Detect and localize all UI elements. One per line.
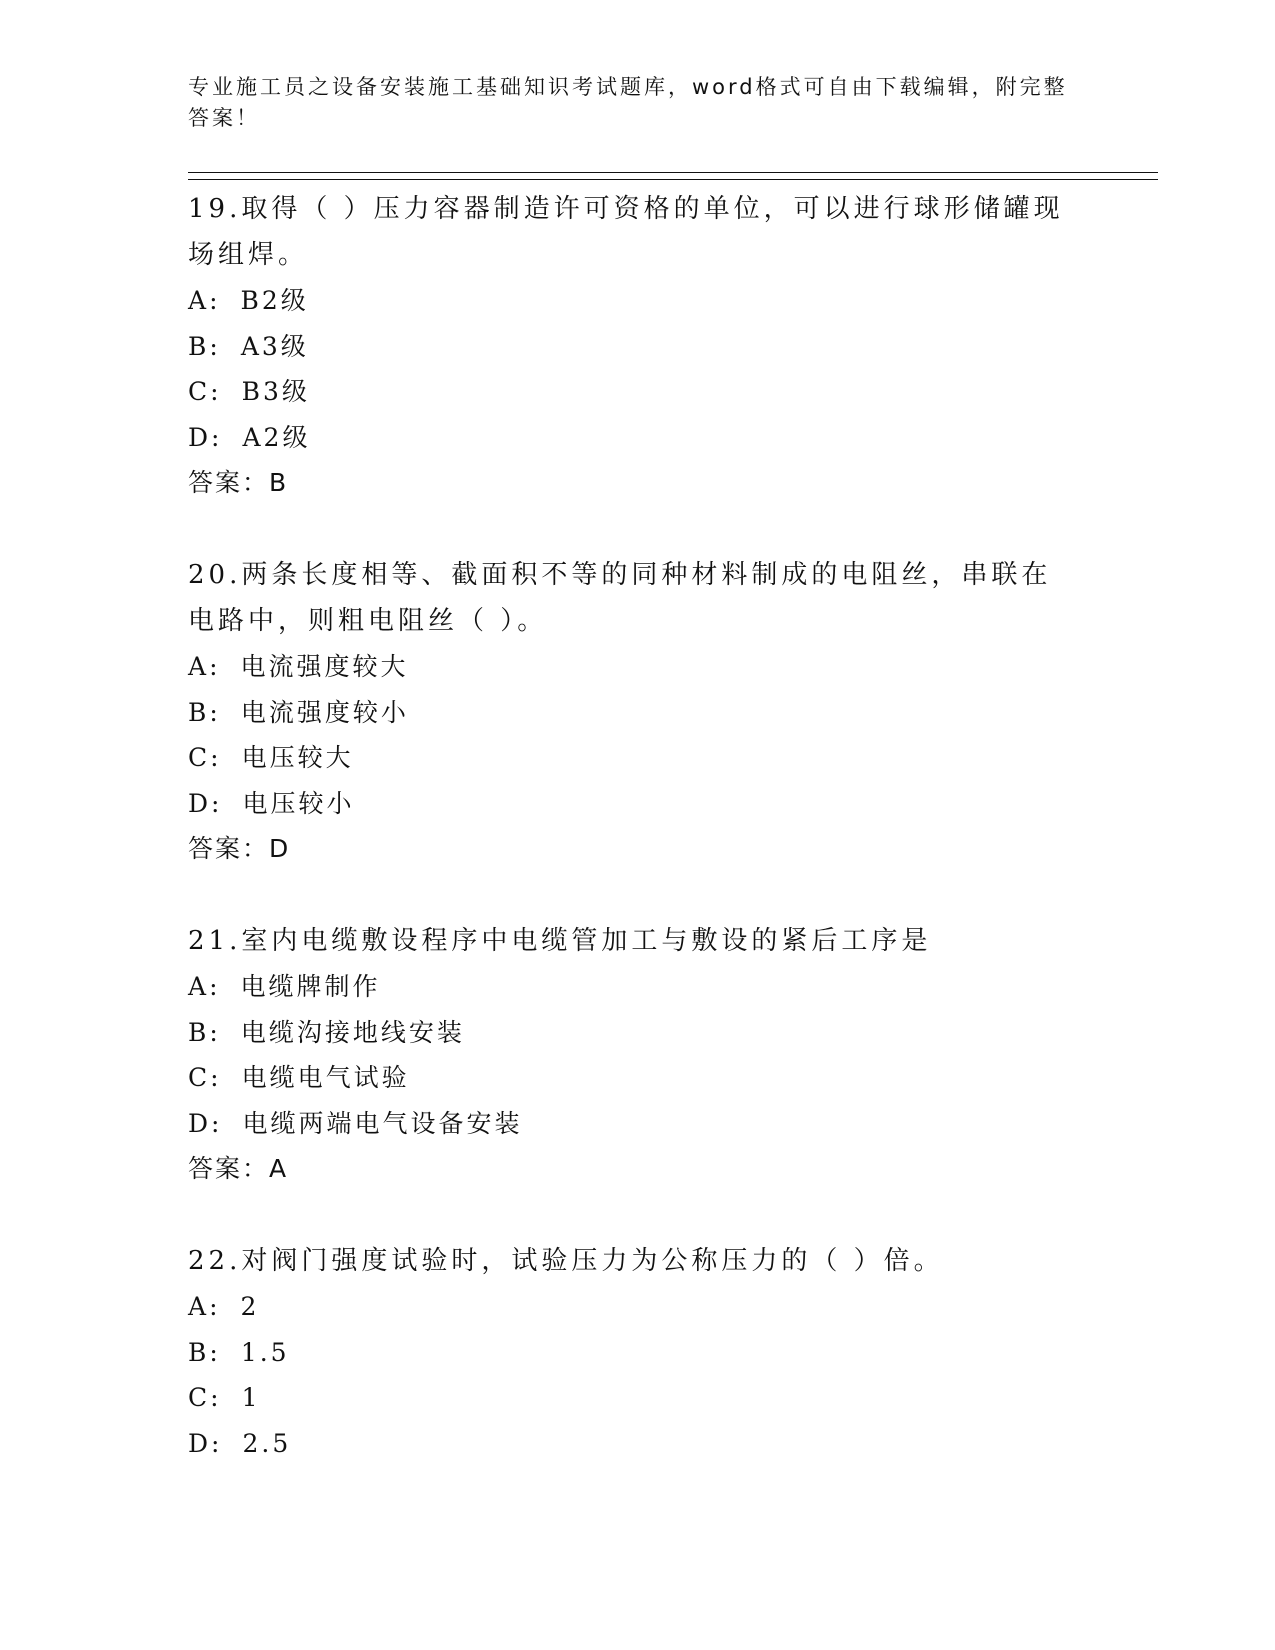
question-21 (188, 918, 1158, 1192)
option-key: B (188, 1337, 210, 1367)
question-22 (188, 1238, 1158, 1466)
option-key: B (188, 697, 210, 727)
option-key: C (188, 377, 211, 406)
option-text: 2.5 (242, 1428, 292, 1458)
answer-value: D (269, 834, 291, 863)
question-number: 20. (188, 560, 242, 590)
option-text: 1 (241, 1383, 261, 1412)
option-key: A (188, 1292, 210, 1321)
option-d: D: A2级 (188, 415, 1158, 461)
question-stem: 对阀门强度试验时，试验压力为公称压力的（ ）倍。 (241, 1246, 944, 1276)
option-text: B3级 (241, 377, 310, 406)
option-key: C (188, 1063, 211, 1092)
answer-value: A (269, 1154, 289, 1183)
option-text: 电缆电气试验 (241, 1063, 410, 1092)
option-b: B: A3级 (188, 324, 1158, 370)
answer-line (188, 1146, 1158, 1192)
option-d: D: 电缆两端电气设备安装 (188, 1101, 1158, 1147)
option-key: C (188, 743, 211, 772)
document-page (188, 72, 1158, 1512)
option-text: 电缆两端电气设备安装 (242, 1108, 523, 1138)
option-text: 电流强度较小 (240, 697, 409, 727)
option-key: D (188, 1108, 212, 1138)
document-header: 专业施工员之设备安装施工基础知识考试题库，word格式可自由下载编辑，附完整答案！ (188, 75, 1068, 130)
option-d: D: 2.5 (188, 1421, 1158, 1467)
question-20 (188, 552, 1158, 872)
question-text (188, 918, 1068, 964)
option-key: A (188, 286, 210, 315)
answer-line (188, 460, 1158, 506)
option-d: D: 电压较小 (188, 781, 1158, 827)
option-a: A: B2级 (188, 278, 1158, 324)
option-a: A: 电缆牌制作 (188, 964, 1158, 1010)
option-c: C: 1 (188, 1375, 1158, 1421)
option-text: 1.5 (240, 1337, 290, 1367)
option-a: A: 电流强度较大 (188, 644, 1158, 690)
question-number: 21. (188, 926, 242, 956)
option-text: 电压较大 (241, 743, 354, 772)
option-c: C: 电缆电气试验 (188, 1055, 1158, 1101)
option-c: C: B3级 (188, 369, 1158, 415)
answer-label: 答案： (188, 468, 270, 497)
option-key: B (188, 331, 210, 361)
question-text (188, 1238, 1068, 1284)
option-text: 电压较小 (242, 788, 355, 818)
option-key: A (188, 972, 210, 1001)
question-list (188, 186, 1158, 1466)
option-c: C: 电压较大 (188, 735, 1158, 781)
question-text (188, 186, 1068, 278)
question-19 (188, 186, 1158, 506)
option-key: D (188, 1428, 212, 1458)
option-text: A2级 (242, 422, 311, 452)
answer-value: B (269, 468, 289, 497)
answer-line (188, 826, 1158, 872)
option-text: B2级 (240, 286, 309, 315)
question-stem: 取得（ ）压力容器制造许可资格的单位，可以进行球形储罐现场组焊。 (188, 194, 1064, 270)
option-b: B: 电流强度较小 (188, 690, 1158, 736)
option-b: B: 电缆沟接地线安装 (188, 1010, 1158, 1056)
option-key: D (188, 788, 212, 818)
option-b: B: 1.5 (188, 1330, 1158, 1376)
option-key: D (188, 422, 212, 452)
header-double-rule (188, 172, 1158, 180)
question-number: 22. (188, 1246, 242, 1276)
answer-label: 答案： (188, 1154, 270, 1183)
option-a: A: 2 (188, 1284, 1158, 1330)
option-text: A3级 (240, 331, 309, 361)
question-stem: 两条长度相等、截面积不等的同种材料制成的电阻丝，串联在电路中，则粗电阻丝（ ）。 (188, 560, 1052, 636)
option-key: B (188, 1017, 210, 1047)
option-key: A (188, 652, 210, 681)
answer-label: 答案： (188, 834, 270, 863)
option-key: C (188, 1383, 211, 1412)
option-text: 电缆牌制作 (240, 972, 381, 1001)
question-stem: 室内电缆敷设程序中电缆管加工与敷设的紧后工序是 (241, 926, 932, 956)
option-text: 2 (240, 1292, 260, 1321)
question-number: 19. (188, 194, 242, 224)
option-text: 电缆沟接地线安装 (240, 1017, 465, 1047)
question-text (188, 552, 1068, 644)
option-text: 电流强度较大 (240, 652, 409, 681)
